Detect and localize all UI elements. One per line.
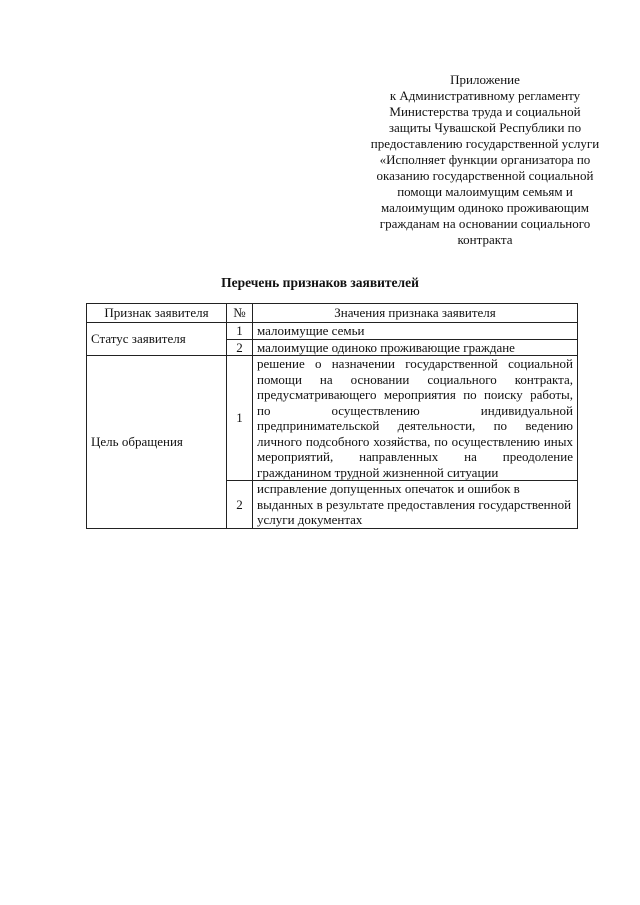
attribute-cell: Цель обращения xyxy=(87,356,227,529)
page-title: Перечень признаков заявителей xyxy=(221,275,419,290)
number-cell: 1 xyxy=(227,356,253,481)
header-attribute: Признак заявителя xyxy=(87,304,227,323)
value-cell: малоимущие одиноко проживающие граждане xyxy=(253,339,578,356)
criteria-table xyxy=(86,303,578,529)
number-cell: 1 xyxy=(227,323,253,340)
appendix-line: Приложение xyxy=(450,72,520,87)
appendix-line: к Административному регламенту xyxy=(389,88,581,103)
appendix-line: гражданам на основании социального xyxy=(379,216,591,231)
table-row xyxy=(87,356,578,481)
appendix-line: Министерства труда и социальной xyxy=(389,104,581,119)
table-header-row xyxy=(87,304,578,323)
appendix-line: контракта xyxy=(457,232,513,247)
appendix-line: защиты Чувашской Республики по xyxy=(388,120,582,135)
appendix-line: «Исполняет функции организатора по xyxy=(379,152,591,167)
appendix-line: оказанию государственной социальной xyxy=(376,168,594,183)
appendix-line: предоставлению государственной услуги xyxy=(370,136,600,151)
appendix-note xyxy=(340,72,630,248)
appendix-line: помощи малоимущим семьям и xyxy=(397,184,573,199)
attribute-cell: Статус заявителя xyxy=(87,323,227,356)
number-cell: 2 xyxy=(227,339,253,356)
header-number: № xyxy=(227,304,253,323)
value-cell: исправление допущенных опечаток и ошибок в выданных в результате предоставления государственной услуги документах xyxy=(253,481,578,529)
value-cell: малоимущие семьи xyxy=(253,323,578,340)
value-cell: решение о назначении государственной социальной помощи на основании социального контракта, предусматривающего мероприятия по поиску работы, по осуществлению индивидуальной предпринимательской деятельности, по ведению личного подсобного хозяйства, по осуществлению иных мероприятий, направленных на преодоление гражданином трудной жизненной ситуации xyxy=(253,356,578,481)
header-values: Значения признака заявителя xyxy=(253,304,578,323)
appendix-line: малоимущим одиноко проживающим xyxy=(381,200,589,215)
number-cell: 2 xyxy=(227,481,253,529)
table-row xyxy=(87,323,578,340)
